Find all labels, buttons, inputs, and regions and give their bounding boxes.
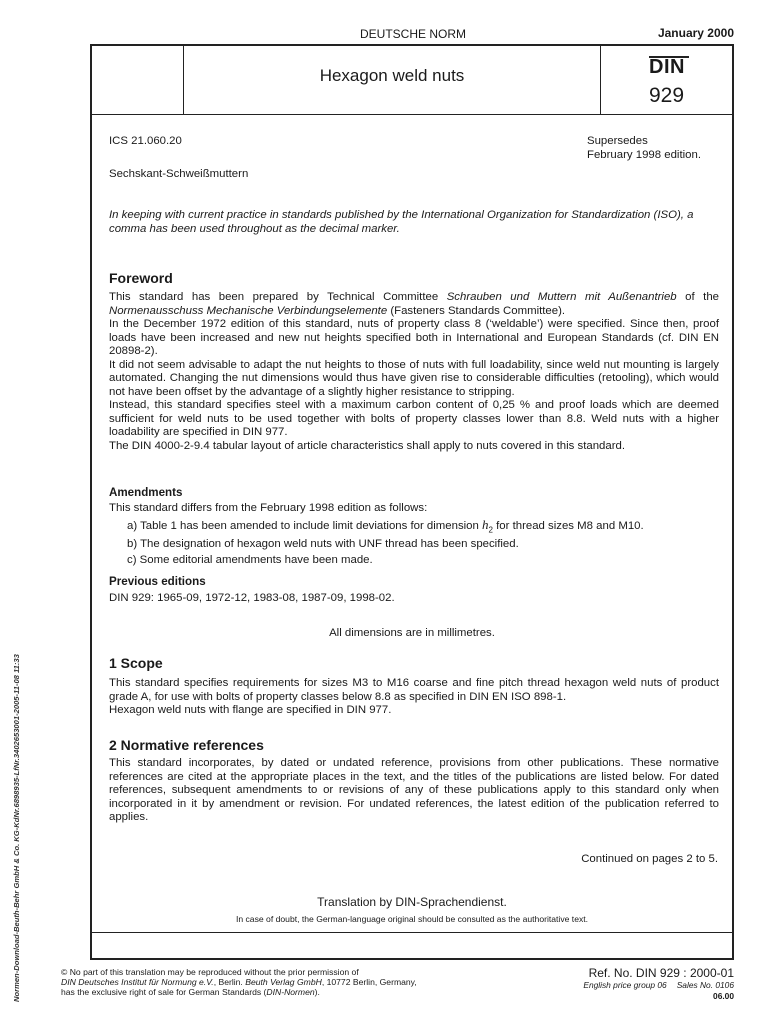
- footer-separator: [92, 932, 732, 933]
- copyright-notice: [61, 967, 417, 997]
- copyright-sale-text: has the exclusive right of sale for German Standards (: [61, 987, 267, 997]
- amendment-a-text: a) Table 1 has been amended to include limit deviations for dimension: [127, 519, 483, 532]
- sales-number: Sales No. 0106: [676, 980, 734, 990]
- foreword-heading: Foreword: [109, 270, 173, 286]
- foreword-p1-text: This standard has been prepared by Technical Committee: [109, 291, 447, 303]
- foreword-paragraph-5: The DIN 4000-2-9.4 tabular layout of article characteristics shall apply to nuts covered in this standard.: [109, 439, 626, 452]
- previous-editions-heading: Previous editions: [109, 575, 206, 588]
- dimension-symbol: h: [482, 516, 489, 532]
- committee-name: Schrauben und Muttern mit Außenantrieb: [446, 291, 677, 303]
- scope-paragraph-2: Hexagon weld nuts with flange are specified in DIN 977.: [109, 704, 392, 716]
- foreword-p1-end: (Fasteners Standards Committee).: [387, 304, 566, 317]
- scope-heading: 1 Scope: [109, 655, 163, 671]
- normative-references-body: This standard incorporates, by dated or undated reference, provisions from other publications. These normative references are cited at the appropriate places in the text, and the titles of the publications are listed below. For dated references, subsequent amendments to or revisions of any of these publications apply to this standard only when incorporated in it by amendment or revision. For undated references, the latest edition of the publication referred to applies.: [109, 757, 719, 823]
- reference-number: Ref. No. DIN 929 : 2000-01: [588, 966, 734, 980]
- din-number: 929: [649, 84, 685, 107]
- document-title: Hexagon weld nuts: [319, 66, 465, 85]
- ics-code: ICS 21.060.20: [109, 135, 182, 147]
- decimal-marker-note: In keeping with current practice in standards published by the International Organization for Standardization (ISO), a comma has been used throughout as the decimal marker.: [109, 209, 694, 235]
- translation-note: Translation by DIN-Sprachendienst.: [317, 895, 507, 909]
- scope-body: [109, 677, 719, 718]
- title-row: [92, 46, 732, 115]
- din-box: [600, 46, 733, 114]
- amendment-a: [127, 518, 721, 537]
- copyright-line-1: © No part of this translation may be reproduced without the prior permission of: [61, 967, 359, 977]
- amendment-b: b) The designation of hexagon weld nuts with UNF thread has been specified.: [127, 538, 519, 551]
- amendments-heading: Amendments: [109, 486, 183, 499]
- publisher-address: , 10772 Berlin, Germany,: [321, 977, 417, 987]
- title-row-left-cell: [92, 46, 184, 114]
- german-title: Sechskant-Schweißmuttern: [109, 168, 249, 180]
- foreword-paragraph-1: [109, 291, 719, 318]
- publication-date: January 2000: [657, 26, 734, 40]
- download-watermark-text: Normen-Download-Beuth-Behr GmbH & Co. KG-KdNr.6898935-LfNr.3402653001-2005-11-08 11:33: [12, 654, 21, 1002]
- din-label: DIN: [649, 56, 685, 78]
- dimension-subscript: 2: [488, 524, 493, 534]
- supersedes-line-1: Supersedes: [587, 135, 648, 147]
- din-normen: DIN-Normen: [266, 987, 315, 997]
- authoritative-text-note: In case of doubt, the German-language original should be consulted as the authoritative text.: [235, 914, 589, 924]
- copyright-line-3: [61, 987, 417, 997]
- copyright-berlin: , Berlin.: [213, 977, 246, 987]
- continued-note: Continued on pages 2 to 5.: [581, 853, 718, 865]
- amendments-body: [109, 502, 721, 569]
- foreword-paragraph-4: Instead, this standard specifies steel with a maximum carbon content of 0,25 % and proof loads which are deemed sufficient for weld nuts to be used together with bolts of property classes lower than 8.8. Weld nuts with a higher loadability are specified in DIN 977.: [109, 399, 719, 438]
- publisher-name: Beuth Verlag GmbH: [245, 977, 322, 987]
- norm-label: DEUTSCHE NORM: [359, 27, 466, 41]
- normative-references-heading: 2 Normative references: [109, 737, 264, 753]
- amendments-intro: This standard differs from the February 1998 edition as follows:: [109, 502, 428, 514]
- foreword-p1-of: of the: [676, 291, 720, 303]
- supersedes: [587, 135, 701, 162]
- amendment-c: c) Some editorial amendments have been made.: [127, 553, 373, 566]
- copyright-line-2: [61, 977, 417, 987]
- standards-committee-name: Normenausschuss Mechanische Verbindungselemente: [109, 304, 388, 317]
- price-sales-line: [583, 980, 734, 991]
- foreword-body: [109, 291, 719, 453]
- reference-block: [583, 966, 734, 1001]
- amendment-a-end: for thread sizes M8 and M10.: [492, 519, 644, 532]
- foreword-paragraph-2: In the December 1972 edition of this standard, nuts of property class 8 (‘weldable’) were specified. Since then, proof loads have been increased and new nut heights specified both in International and European Standards (cf. DIN EN 20898-2).: [109, 318, 719, 357]
- previous-editions-list: DIN 929: 1965-09, 1972-12, 1983-08, 1987-09, 1998-02.: [109, 592, 395, 604]
- din-institute-name: DIN Deutsches Institut für Normung e.V.: [61, 977, 214, 987]
- scope-paragraph-1: This standard specifies requirements for sizes M3 to M16 coarse and fine pitch thread hexagon weld nuts of product grade A, for use with bolts of property classes below 8.8 as specified in DIN EN ISO 898-1.: [109, 677, 719, 703]
- supersedes-line-2: February 1998 edition.: [587, 148, 701, 161]
- copyright-end: ).: [314, 987, 320, 997]
- version-code: 06.00: [713, 990, 734, 1001]
- foreword-paragraph-3: It did not seem advisable to adapt the nut heights to those of nuts with full loadability, since weld nut mounting is largely automated. Changing the nut dimensions would thus have given rise to considerable difficulties (retooling), which would not have been offset by the advantage of a slightly higher resistance to stripping.: [109, 358, 719, 398]
- dimensions-note: All dimensions are in millimetres.: [329, 627, 495, 639]
- price-group: English price group 06: [583, 980, 667, 990]
